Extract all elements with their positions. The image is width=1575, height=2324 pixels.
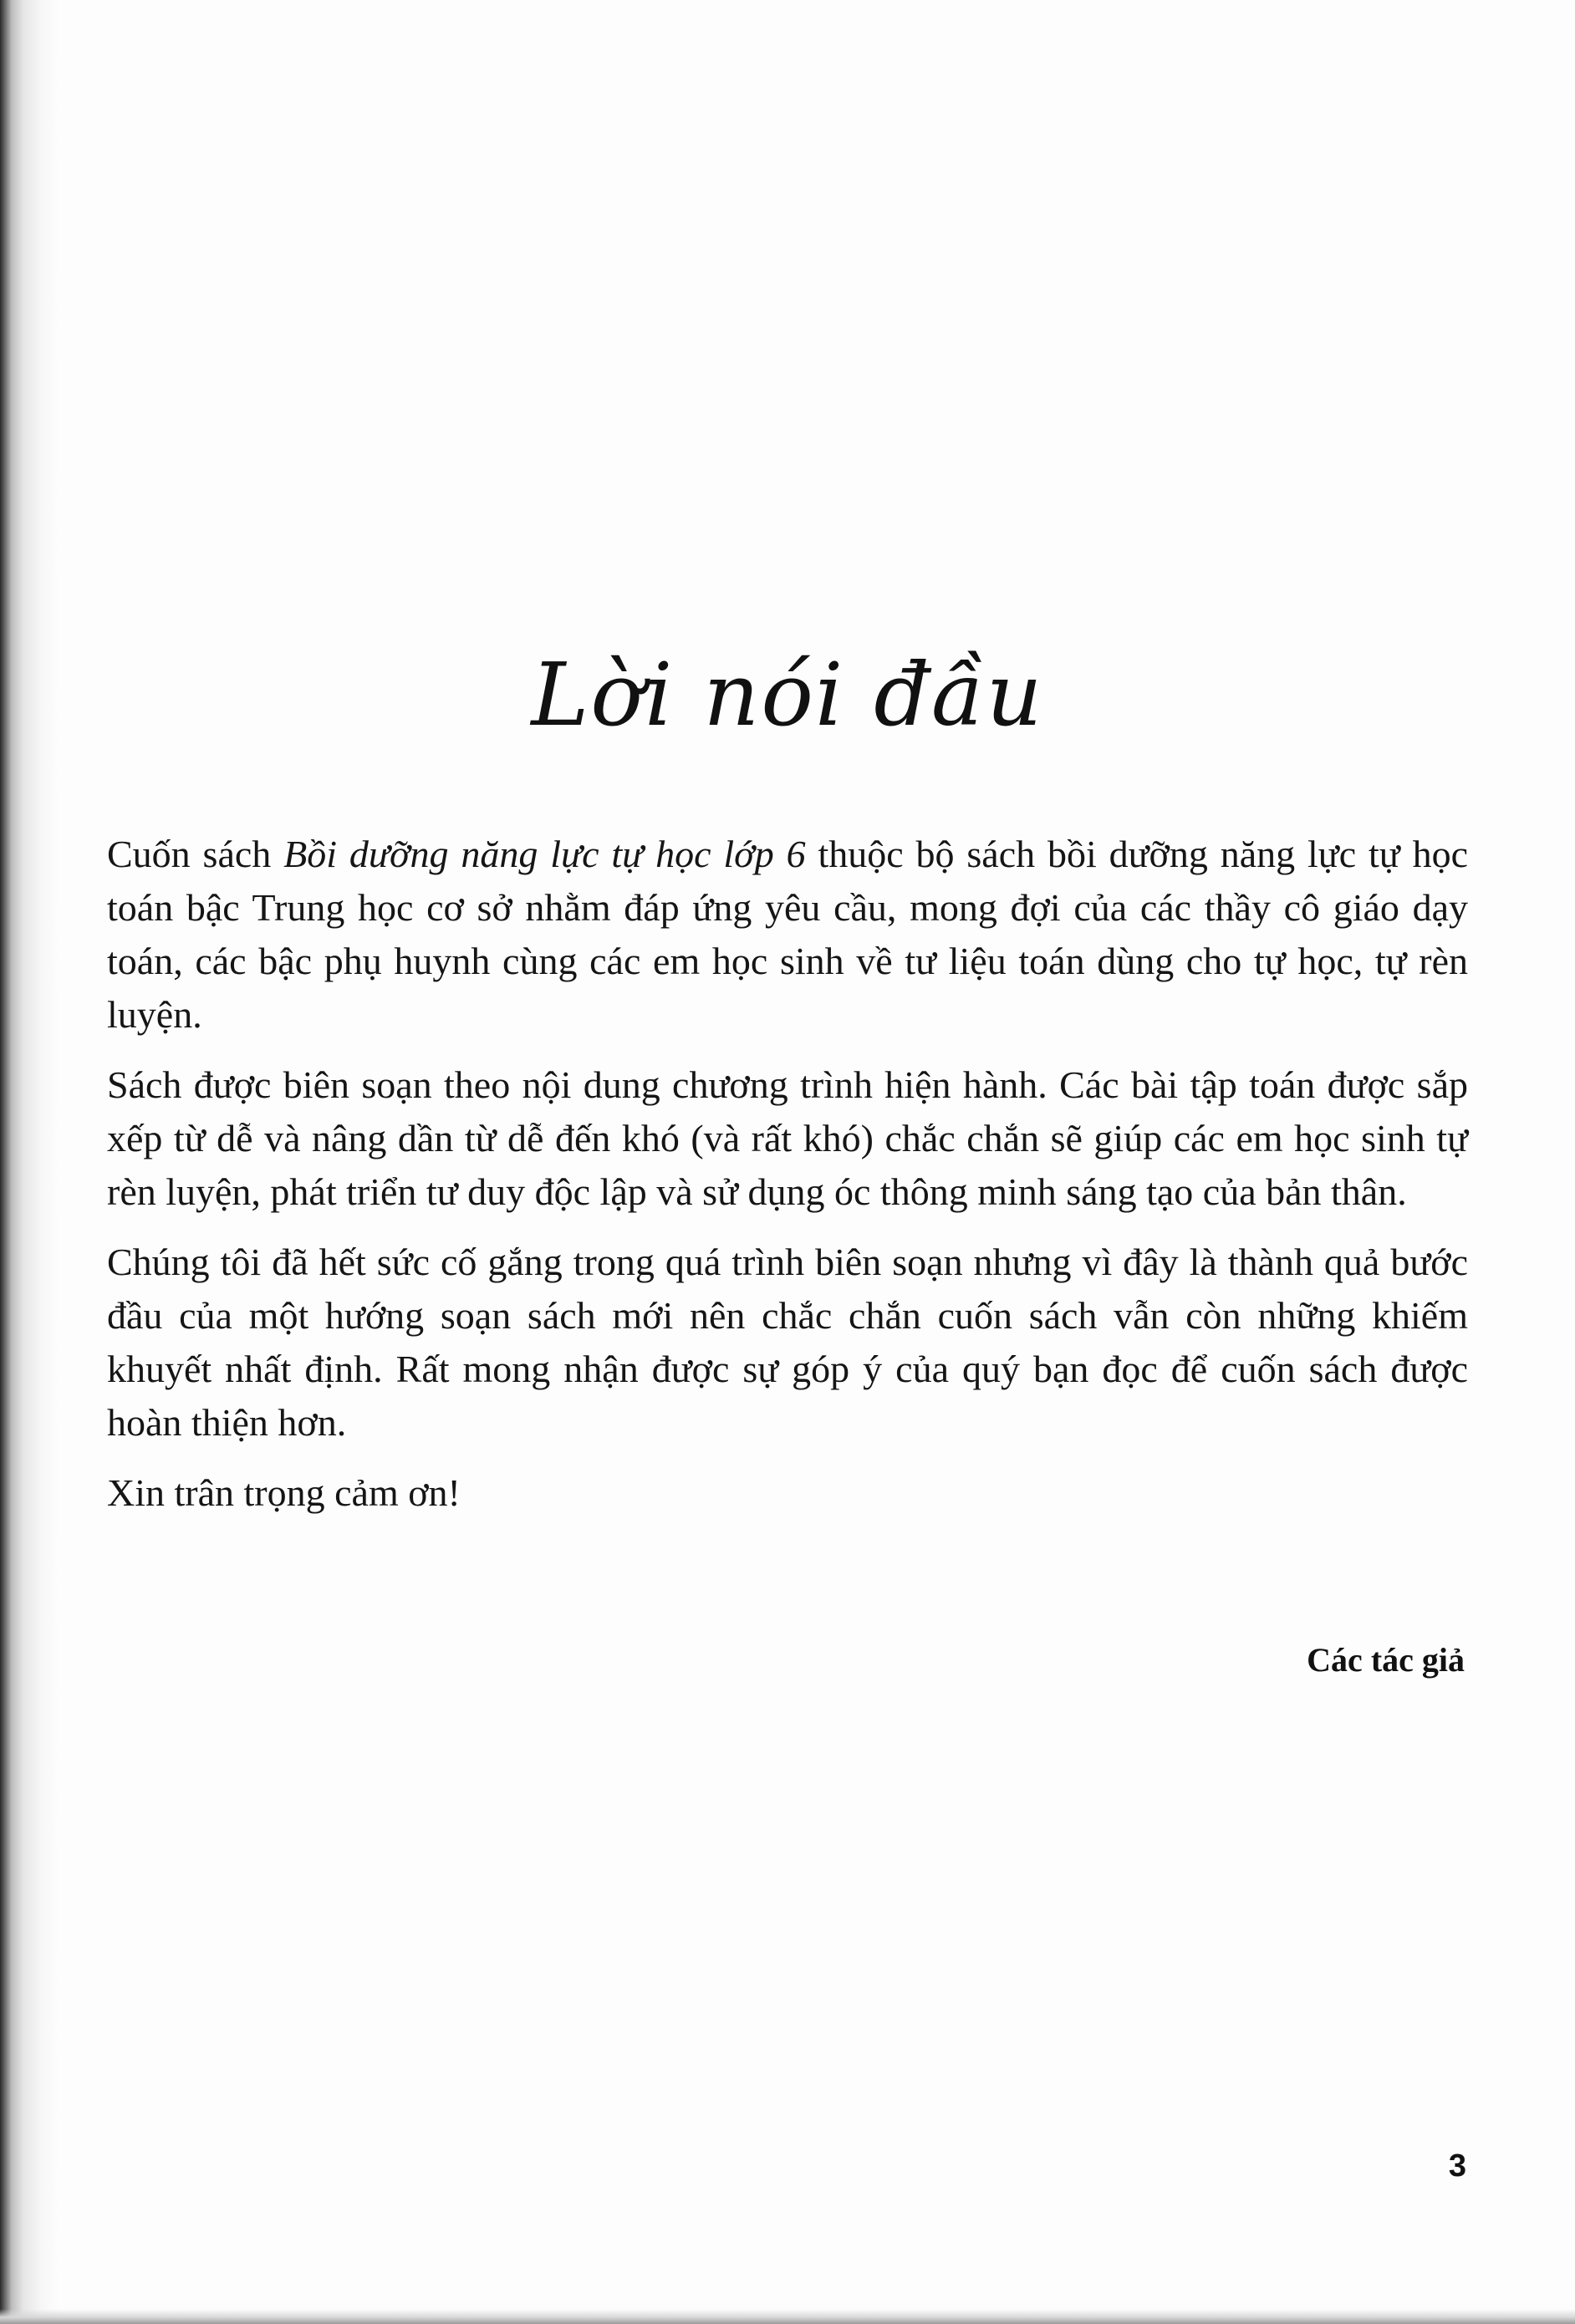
paragraph-3: Chúng tôi đã hết sức cố gắng trong quá trình biên soạn nhưng vì đây là thành quả bước đầu của một hướng soạn sách mới nên chắc chắn cuốn sách vẫn còn những khiếm khuyết nhất định. Rất mong nhận được sự góp ý của quý bạn đọc để cuốn sách được hoàn thiện hơn. — [107, 1241, 1468, 1444]
paragraph-1-suffix: thuộc bộ sách bồi dưỡng năng lực tự học toán bậc Trung học cơ sở nhằm đáp ứng yêu cầu, mong đợi của các thầy cô giáo dạy toán, các bậc phụ huynh cùng các em học sinh về tư liệu toán dùng cho tự học, tự rèn luyện. — [107, 833, 1468, 1036]
page-number: 3 — [1448, 2148, 1466, 2184]
binding-edge-shadow — [0, 0, 59, 2324]
paragraph-1-prefix: Cuốn sách — [107, 833, 284, 875]
page-title: Lời nói đầu — [531, 644, 1044, 746]
book-title-italic: Bồi dưỡng năng lực tự học lớp 6 — [283, 833, 806, 875]
paragraph-2: Sách được biên soạn theo nội dung chương trình hiện hành. Các bài tập toán được sắp xếp từ dễ và nâng dần từ dễ đến khó (và rất khó) chắc chắn sẽ giúp các em học sinh tự rèn luyện, phát triển tư duy độc lập và sử dụng óc thông minh sáng tạo của bản thân. — [107, 1063, 1468, 1213]
paragraph-1 — [107, 828, 1468, 1042]
preface-body — [107, 828, 1468, 1537]
paragraph-4: Xin trân trọng cảm ơn! — [107, 1471, 461, 1514]
signature: Các tác giả — [1307, 1641, 1465, 1679]
bottom-edge-shadow — [0, 2309, 1575, 2324]
